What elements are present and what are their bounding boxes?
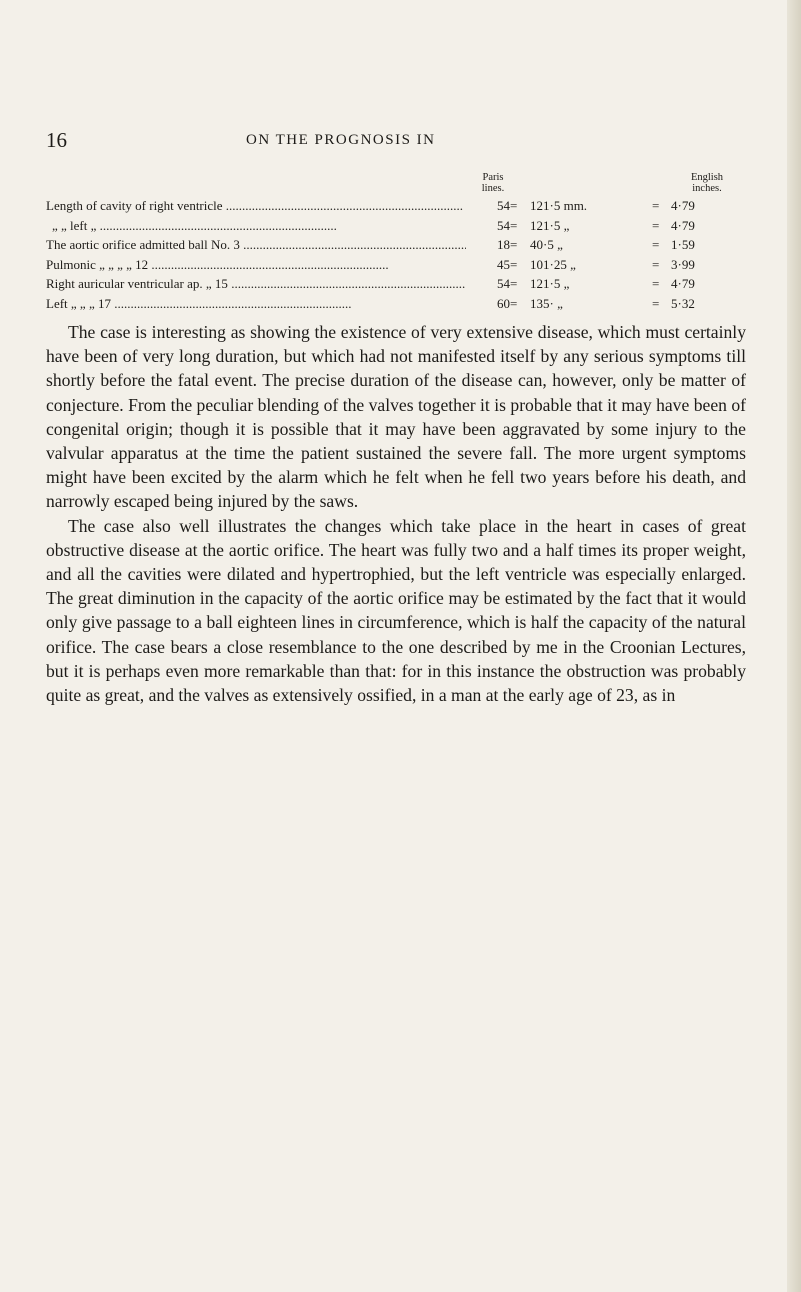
equals-sign: = [652, 237, 660, 253]
inches-value: 1·59 [671, 237, 695, 253]
inches-value: 4·79 [671, 217, 695, 233]
measurement-row [46, 196, 746, 216]
measurement-label: Length of cavity of right ventricle ..... [46, 196, 466, 216]
equals-sign: = [510, 198, 518, 213]
mm-value: 121·5 mm. [530, 198, 588, 213]
paris-value: 54 [466, 196, 510, 216]
equals-sign: = [652, 198, 660, 213]
equals-sign: = [510, 237, 518, 253]
paris-value: 18 [466, 235, 510, 255]
paris-lines-header: Paris lines. [481, 172, 505, 194]
measurement-row [46, 235, 746, 255]
measurement-row [46, 274, 746, 294]
measurement-label: „ „ left „ ..... [46, 216, 466, 236]
mm-value: 121·5 „ [530, 217, 570, 233]
paris-value: 54 [466, 216, 510, 236]
measurement-label: Left „ „ „ 17 ..... [46, 294, 466, 314]
measurement-label: The aortic orifice admitted ball No. 3 ..... [46, 235, 466, 255]
body-text [46, 320, 746, 707]
paris-value: 60 [466, 294, 510, 314]
english-inches-header: English inches. [690, 172, 724, 194]
equals-sign: = [510, 276, 518, 292]
inches-value: 4·79 [671, 276, 695, 292]
measurement-label: Right auricular ventricular ap. „ 15 ..... [46, 274, 466, 294]
page-number: 16 [46, 128, 67, 152]
running-title: ON THE PROGNOSIS IN [246, 132, 436, 148]
inches-value: 4·79 [671, 198, 695, 213]
measurement-label: Pulmonic „ „ „ „ 12 ..... [46, 255, 466, 275]
equals-sign: = [510, 256, 518, 272]
measurements-column-headers [46, 172, 746, 196]
page-edge [787, 0, 801, 1292]
paris-value: 54 [466, 274, 510, 294]
running-head [46, 128, 746, 158]
inches-value: 5·32 [671, 295, 695, 311]
measurement-row [46, 294, 746, 314]
measurement-row [46, 255, 746, 275]
equals-sign: = [510, 295, 518, 311]
equals-sign: = [652, 256, 660, 272]
measurement-row [46, 216, 746, 236]
paragraph: The case is interesting as showing the existence of very extensive disease, which must certainly have been of very long duration, but which had not manifested itself by any serious symptoms till shortly before the fatal event. The precise duration of the disease can, however, only be matter of conjecture. From the peculiar blending of the valves together it is probable that it may have been of congenital origin; though it is possible that it may have been aggravated by some injury to the valvular apparatus at the time the patient sustained the severe fall. The more urgent symptoms might have been excited by the alarm which he felt when he fell two years before his death, and narrowly escaped being injured by the saws. [46, 322, 746, 512]
paragraph: The case also well illustrates the changes which take place in the heart in cases of great obstructive disease at the aortic orifice. The heart was fully two and a half times its proper weight, and all the cavities were dilated and hypertrophied, but the left ventricle was especially enlarged. The great diminution in the capacity of the aortic orifice may be estimated by the fact that it would only give passage to a ball eighteen lines in circumference, which is half the capacity of the natural orifice. The case bears a close resemblance to the one described by me in the Croonian Lectures, but it is perhaps even more remarkable than that: for in this instance the obstruction was probably quite as great, and the valves as extensively ossified, in a man at the early age of 23, as in [46, 515, 746, 706]
paris-value: 45 [466, 255, 510, 275]
equals-sign: = [652, 276, 660, 292]
mm-value: 135· „ [530, 295, 563, 311]
measurements-table [46, 172, 746, 314]
mm-value: 101·25 „ [530, 256, 576, 272]
equals-sign: = [510, 217, 518, 233]
equals-sign: = [652, 217, 660, 233]
equals-sign: = [652, 295, 660, 311]
mm-value: 121·5 „ [530, 276, 570, 292]
mm-value: 40·5 „ [530, 237, 563, 253]
inches-value: 3·99 [671, 256, 695, 272]
